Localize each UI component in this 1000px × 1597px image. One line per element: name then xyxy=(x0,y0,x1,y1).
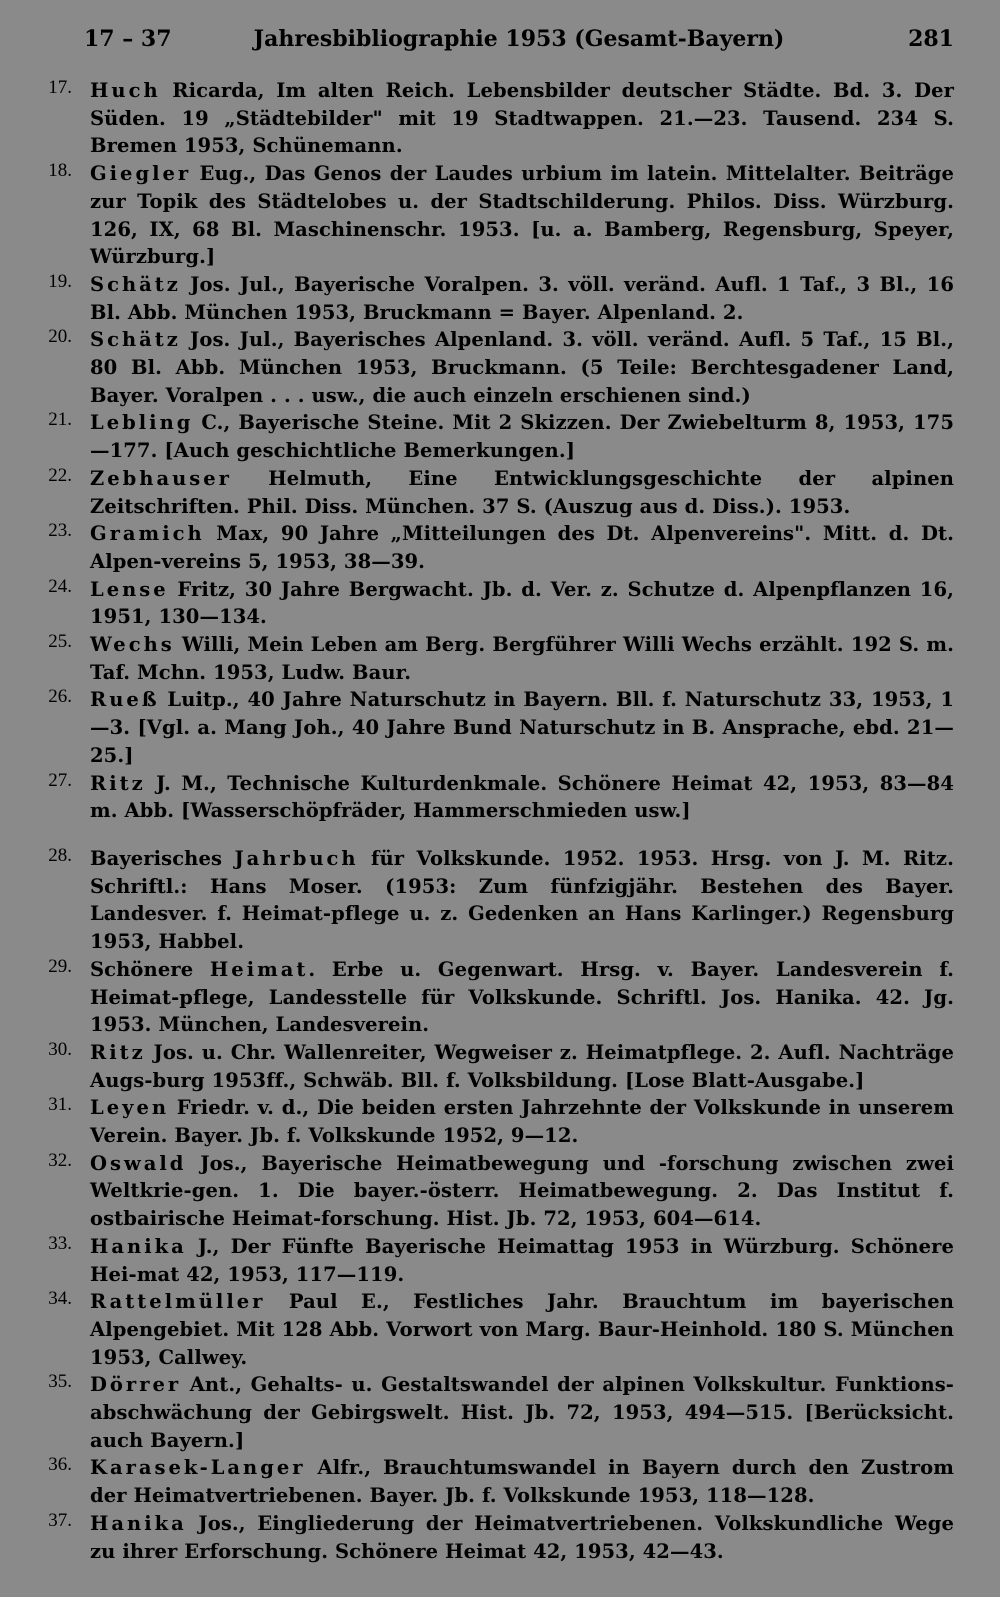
entry-body: J. M., Technische Kulturdenkmale. Schönere Heimat 42, 1953, 83—84 m. Abb. [Wasserschöpfräder, Hammerschmieden usw.] xyxy=(90,771,954,823)
bibliography-entry xyxy=(32,1039,954,1094)
entry-body: Jos., Eingliederung der Heimatvertriebenen. Volkskundliche Wege zu ihrer Erforschung. Schönere Heimat 42, 1953, 42—43. xyxy=(90,1511,954,1563)
entry-author: Lense xyxy=(90,577,169,601)
entry-text xyxy=(90,770,954,825)
entry-body: Willi, Mein Leben am Berg. Bergführer Willi Wechs erzählt. 192 S. m. Taf. Mchn. 1953, Ludw. Baur. xyxy=(90,633,954,684)
bibliography-list xyxy=(32,77,954,1565)
bibliography-entry xyxy=(32,1510,954,1565)
entry-author: Zebhauser xyxy=(90,466,232,490)
entry-text xyxy=(90,77,954,160)
entry-number: 32. xyxy=(48,1149,72,1171)
bibliography-entry xyxy=(32,520,954,575)
entry-body: Alfr., Brauchtumswandel in Bayern durch den Zustrom der Heimatvertriebenen. Bayer. Jb. f. Volkskunde 1953, 118—128. xyxy=(90,1456,954,1508)
entry-body: Ant., Gehalts- u. Gestaltswandel der alpinen Volkskultur. Funktions-abschwächung der Gebirgswelt. Hist. Jb. 72, 1953, 494—515. [Berücksicht. auch Bayern.] xyxy=(90,1373,954,1452)
entry-text xyxy=(90,1094,954,1149)
entry-keyword: Jahrbuch xyxy=(234,846,359,870)
entry-number: 35. xyxy=(48,1371,72,1393)
entry-number: 29. xyxy=(48,955,72,977)
bibliography-entry xyxy=(32,1288,954,1371)
bibliography-entry xyxy=(32,576,954,631)
entry-author: Gramich xyxy=(90,522,205,546)
entry-number: 19. xyxy=(48,270,72,292)
bibliography-entry xyxy=(32,326,954,409)
entry-author: Wechs xyxy=(90,633,175,657)
entry-body: Fritz, 30 Jahre Bergwacht. Jb. d. Ver. z. Schutze d. Alpenpflanzen 16, 1951, 130—134. xyxy=(90,577,954,629)
bibliography-entry xyxy=(32,1094,954,1149)
entry-text xyxy=(90,1288,954,1371)
entry-number: 26. xyxy=(48,686,72,708)
entry-body: Ricarda, Im alten Reich. Lebensbilder deutscher Städte. Bd. 3. Der Süden. 19 „Städtebilder" mit 19 Stadtwappen. 21.—23. Tausend. 234 S. Bremen 1953, Schünemann. xyxy=(90,79,954,158)
entry-text xyxy=(90,1233,954,1288)
bibliography-entry xyxy=(32,956,954,1039)
bibliography-entry xyxy=(32,160,954,271)
entry-text xyxy=(90,271,954,326)
bibliography-entry xyxy=(32,409,954,464)
entry-author: Karasek-Langer xyxy=(90,1456,306,1480)
entry-number: 30. xyxy=(48,1038,72,1060)
entry-body: Jos. Jul., Bayerisches Alpenland. 3. völl. veränd. Aufl. 5 Taf., 15 Bl., 80 Bl. Abb. München 1953, Bruckmann. (5 Teile: Berchtesgadener Land, Bayer. Voralpen . . . usw., die auch einzeln erschienen sind.) xyxy=(90,328,954,407)
page-title: Jahresbibliographie 1953 (Gesamt-Bayern) xyxy=(253,26,785,52)
entry-prefix: Bayerisches xyxy=(90,846,235,870)
entry-text xyxy=(90,409,954,464)
section-gap xyxy=(32,825,954,845)
entry-author: Rueß xyxy=(90,688,160,712)
entry-number: 34. xyxy=(48,1288,72,1310)
entry-text xyxy=(90,686,954,769)
entry-text xyxy=(90,845,954,956)
entry-number: 36. xyxy=(48,1454,72,1476)
bibliography-entry xyxy=(32,77,954,160)
entry-author: Hanika xyxy=(90,1234,187,1258)
entry-text xyxy=(90,1150,954,1233)
entry-body: J., Der Fünfte Bayerische Heimattag 1953 in Würzburg. Schönere Hei-mat 42, 1953, 117—119. xyxy=(90,1234,954,1286)
entry-number: 28. xyxy=(48,844,72,866)
entry-text xyxy=(90,1371,954,1454)
entry-text xyxy=(90,1454,954,1509)
bibliography-entry xyxy=(32,686,954,769)
entry-number: 27. xyxy=(48,769,72,791)
entry-author: Giegler xyxy=(90,162,192,186)
entry-author: Leyen xyxy=(90,1096,170,1120)
entry-body: Friedr. v. d., Die beiden ersten Jahrzehnte der Volkskunde in unserem Verein. Bayer. Jb. f. Volkskunde 1952, 9—12. xyxy=(90,1096,954,1148)
entry-keyword: Heimat xyxy=(209,957,309,981)
entry-text xyxy=(90,631,954,686)
entry-author: Oswald xyxy=(90,1151,187,1175)
entry-text xyxy=(90,465,954,520)
entry-text xyxy=(90,1039,954,1094)
entry-body: Jos. u. Chr. Wallenreiter, Wegweiser z. Heimatpflege. 2. Aufl. Nachträge Augs-burg 1953ff., Schwäb. Bll. f. Volksbildung. [Lose Blatt-Ausgabe.] xyxy=(90,1040,954,1092)
entry-text xyxy=(90,326,954,409)
entry-number: 25. xyxy=(48,631,72,653)
entry-author: Lebling xyxy=(90,411,194,435)
entry-number: 21. xyxy=(48,409,72,431)
entry-body: Jos., Bayerische Heimatbewegung und -forschung zwischen zwei Weltkrie-gen. 1. Die bayer.-österr. Heimatbewegung. 2. Das Institut f. ostbairische Heimat-forschung. Hist. Jb. 72, 1953, 604—614. xyxy=(90,1151,954,1231)
entry-author: Huch xyxy=(90,79,161,102)
entry-body: Helmuth, Eine Entwicklungsgeschichte der alpinen Zeitschriften. Phil. Diss. München. 37 S. (Auszug aus d. Diss.). 1953. xyxy=(90,466,954,518)
entry-author: Schätz xyxy=(90,272,181,296)
entry-body: Paul E., Festliches Jahr. Brauchtum im bayerischen Alpengebiet. Mit 128 Abb. Vorwort von Marg. Baur-Heinhold. 180 S. München 1953, Callwey. xyxy=(90,1290,954,1369)
bibliography-entry xyxy=(32,1371,954,1454)
entry-body: Max, 90 Jahre „Mitteilungen des Dt. Alpenvereins". Mitt. d. Dt. Alpen-vereins 5, 1953, 38—39. xyxy=(90,522,954,573)
entry-body: C., Bayerische Steine. Mit 2 Skizzen. Der Zwiebelturm 8, 1953, 175—177. [Auch geschichtliche Bemerkungen.] xyxy=(90,411,954,463)
entry-author: Ritz xyxy=(90,1040,146,1064)
entry-text xyxy=(90,520,954,575)
entry-number: 23. xyxy=(48,520,72,542)
page-number: 281 xyxy=(908,26,954,52)
entry-number: 31. xyxy=(48,1094,72,1116)
bibliography-entry xyxy=(32,465,954,520)
entry-number: 17. xyxy=(48,77,72,98)
entry-body: . Erbe u. Gegenwart. Hrsg. v. Bayer. Landesverein f. Heimat-pflege, Landesstelle für Volkskunde. Schriftl. Jos. Hanika. 42. Jg. 1953. München, Landesverein. xyxy=(90,957,955,1037)
entry-body: Jos. Jul., Bayerische Voralpen. 3. völl. veränd. Aufl. 1 Taf., 3 Bl., 16 Bl. Abb. München 1953, Bruckmann = Bayer. Alpenland. 2. xyxy=(90,272,954,324)
entry-author: Dörrer xyxy=(90,1373,182,1397)
entry-body: für Volkskunde. 1952. 1953. Hrsg. von J. M. Ritz. Schriftl.: Hans Moser. (1953: Zum fünfzigjähr. Bestehen des Bayer. Landesver. f. Heimat-pflege u. z. Gedenken an Hans Karlinger.) Regensburg 1953, Habbel. xyxy=(90,846,954,954)
running-header xyxy=(84,26,954,56)
entry-number: 24. xyxy=(48,575,72,597)
bibliography-entry xyxy=(32,271,954,326)
bibliography-entry xyxy=(32,1454,954,1509)
entry-author: Hanika xyxy=(90,1511,187,1535)
entry-author: Schätz xyxy=(90,328,181,352)
entry-number: 22. xyxy=(48,464,72,486)
entry-body: Luitp., 40 Jahre Naturschutz in Bayern. Bll. f. Naturschutz 33, 1953, 1—3. [Vgl. a. Mang Joh., 40 Jahre Bund Naturschutz in B. Ansprache, ebd. 21—25.] xyxy=(90,688,954,767)
entry-number: 18. xyxy=(48,160,72,182)
entry-body: Eug., Das Genos der Laudes urbium im latein. Mittelalter. Beiträge zur Topik des Städtelobes u. der Stadtschilderung. Philos. Diss. Würzburg. 126, IX, 68 Bl. Maschinenschr. 1953. [u. a. Bamberg, Regensburg, Speyer, Würzburg.] xyxy=(90,162,954,269)
entry-author: Ritz xyxy=(90,771,146,795)
entry-prefix: Schönere xyxy=(90,957,210,981)
bibliography-entry xyxy=(32,1233,954,1288)
entry-text xyxy=(90,956,954,1039)
bibliography-entry xyxy=(32,845,954,956)
entry-number: 33. xyxy=(48,1232,72,1254)
bibliography-entry xyxy=(32,1150,954,1233)
entry-number: 37. xyxy=(48,1509,72,1531)
entry-number: 20. xyxy=(48,326,72,348)
bibliography-entry xyxy=(32,770,954,825)
entry-range: 17 – 37 xyxy=(84,26,172,52)
entry-text xyxy=(90,160,954,271)
entry-text xyxy=(90,576,954,631)
entry-author: Rattelmüller xyxy=(90,1290,266,1314)
entry-text xyxy=(90,1510,954,1565)
bibliography-entry xyxy=(32,631,954,686)
